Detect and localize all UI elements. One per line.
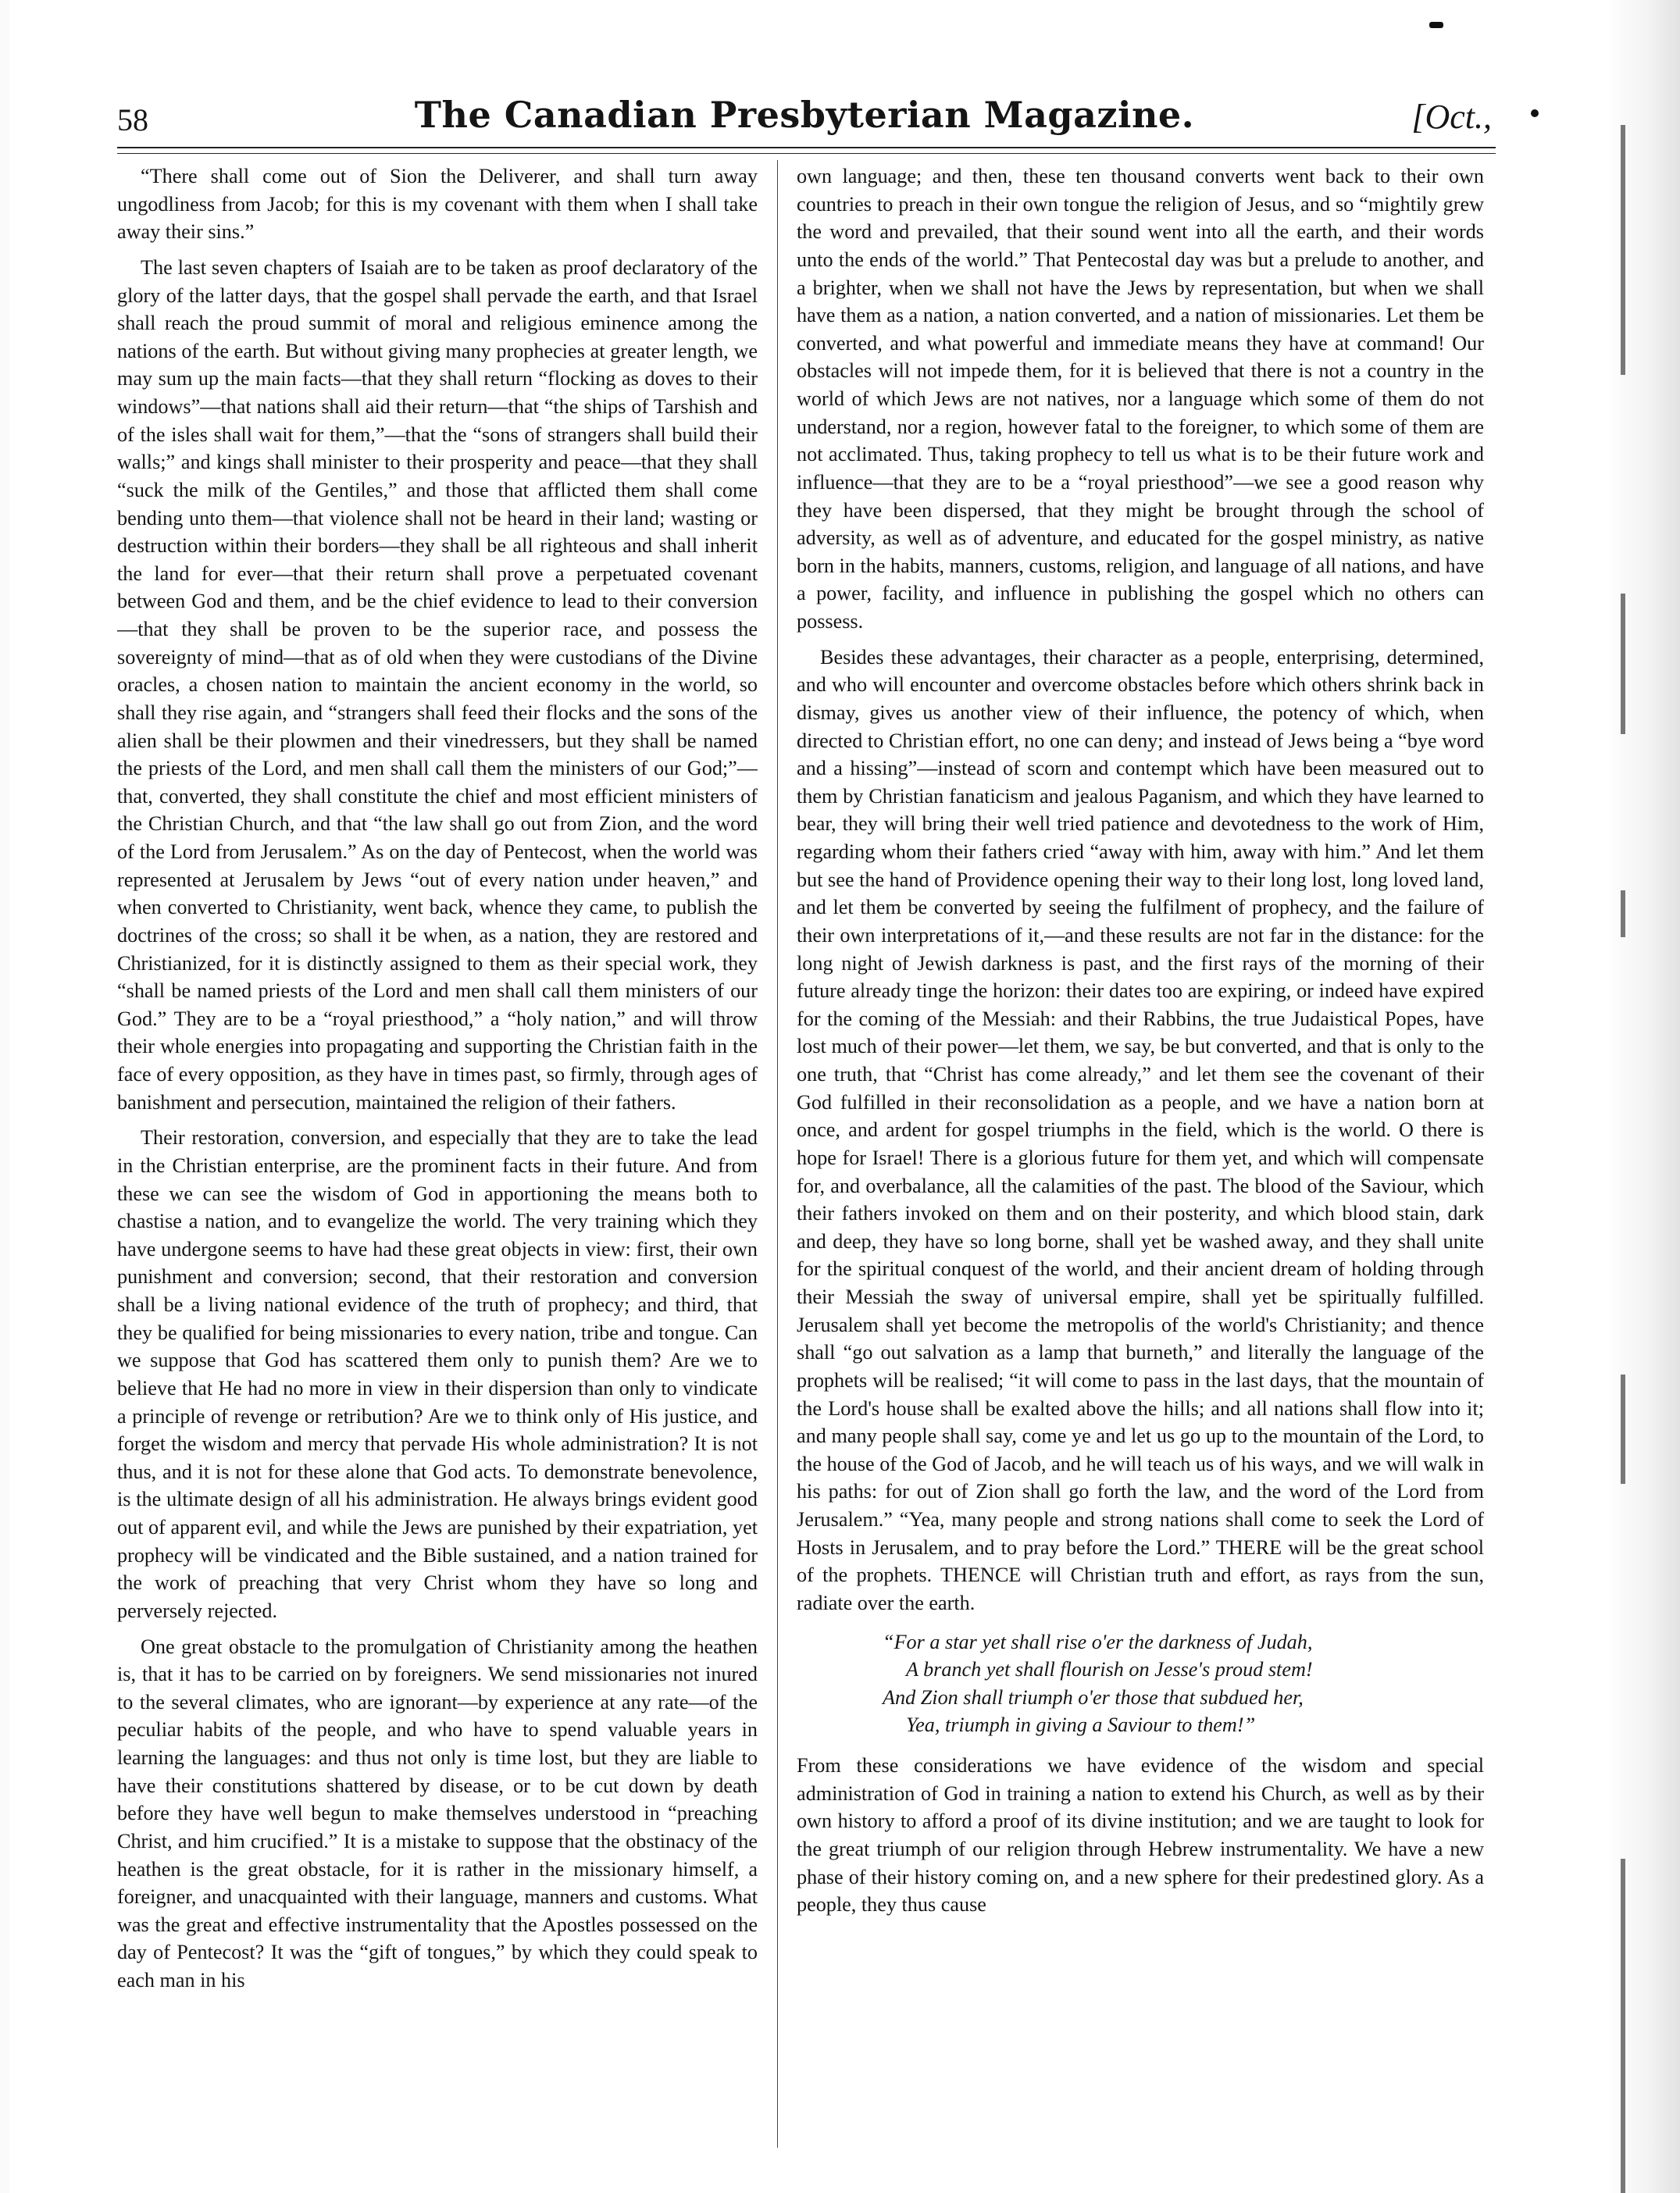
issue-date: [Oct., bbox=[1411, 98, 1492, 136]
header-rule bbox=[117, 147, 1496, 148]
scan-dot bbox=[1429, 22, 1443, 28]
header-rule-thin bbox=[117, 153, 1496, 154]
masthead-title: The Canadian Presbyterian Magazine. bbox=[414, 94, 1195, 136]
scan-dot bbox=[1531, 109, 1539, 117]
poem-quotation bbox=[797, 1628, 1484, 1740]
quotation-paragraph: “There shall come out of Sion the Deliverer, and shall turn away ungodliness from Jacob; for this is my covenant with them when I shall take away their sins.” bbox=[117, 165, 758, 244]
body-paragraph: From these considerations we have evidence of the wisdom and special administration of God in training a nation to extend his Church, as well as by their own history to afford a proof of its divine institution; and we are taught to look for the great triumph of our religion through Hebrew instrumentality. We have a new phase of their history coming on, and a new sphere for their predestined glory. As a people, they thus cause bbox=[797, 1754, 1484, 1917]
scan-artifact bbox=[1610, 890, 1625, 937]
column-divider bbox=[777, 160, 778, 2148]
body-paragraph: own language; and then, these ten thousand converts went back to their own countries to preach in their own tongue the religion of Jesus, and so “mightily grew the word and prevailed, that their sound went into all the earth, and their words unto the ends of the world.” That Pentecostal day was but a prelude to another, and a brighter, when we shall not have the Jews by representation, but when we shall have them as a nation, a nation converted, and a nation of missionaries. Let them be converted, and what powerful and immediate means they have at command! Our obstacles will not impede them, for it is believed that there is not a country in the world of which Jews are not natives, nor a language which some of them do not understand, nor a region, however fatal to the foreigner, to which some of them are not acclimated. Thus, taking prophecy to tell us what is to be their future work and influence—that they are to be a “royal priesthood”—we see a good reason why they have been dispersed, that they might be brought through the school of adversity, as well as of adventure, and educated for the gospel ministry, as native born in the habits, manners, customs, religion, and language of all nations, and have a power, facility, and influence in publishing the gospel which no others can possess. bbox=[797, 165, 1484, 633]
poem-line: Yea, triumph in giving a Saviour to them!” bbox=[906, 1713, 1256, 1737]
body-paragraph: The last seven chapters of Isaiah are to be taken as proof declaratory of the glory of the latter days, that the gospel shall pervade the earth, and that Israel shall reach the proud summit of moral and religious eminence among the nations of the earth. But without giving many prophecies at greater length, we may sum up the main facts—that they shall return “flocking as doves to their windows”—that nations shall aid their return—that “the ships of Tarshish and of the isles shall wait for them,”—that the “sons of strangers shall build their walls;” and kings shall minister to their prosperity and peace—that they shall “suck the milk of the Gentiles,” and those that afflicted them shall come bending unto them—that violence shall not be heard in their land; wasting or destruction within their borders—they shall be all righteous and shall inherit the land for ever—that their return shall prove a perpetuated covenant between God and them, and be the chief evidence to lead to their conversion—that they shall be proven to be the superior race, and possess the sovereignty of mind—that as of old when they were custodians of the Divine oracles, a chosen nation to maintain the ancient economy in the world, so shall they rise again, and “strangers shall feed their flocks and the sons of the alien shall be their plowmen and their vinedressers, but they shall be named the priests of the Lord, and men shall call them the ministers of our God;”—that, converted, they shall constitute the chief and most efficient ministers of the Christian Church, and that “the law shall go out from Zion, and the word of the Lord from Jerusalem.” As on the day of Pentecost, when the world was represented at Jerusalem by Jews “out of every nation under heaven,” and when converted to Christianity, went back, whence they came, to publish the doctrines of the cross; so shall it be when, as a nation, they are restored and Christianized, for it is distinctly assigned to them as their special work, they “shall be named priests of the Lord and men shall call them ministers of our God.” They are to be a “royal priesthood,” a “holy nation,” and will throw their whole energies into propagating and supporting the Christian faith in the face of every opposition, as they have in times past, so firmly, through ages of banishment and persecution, maintained the religion of their fathers. bbox=[117, 255, 758, 1114]
body-paragraph: One great obstacle to the promulgation of Christianity among the heathen is, that it has to be carried on by foreigners. We send missionaries not inured to the several climates, who are ignorant—by experience at any rate—of the peculiar habits of the people, and who have to spend valuable years in learning the languages: and thus not only is time lost, but they are liable to have their constitutions shattered by disease, or to be cut down by death before they have well begun to make themselves understood in “preaching Christ, and him crucified.” It is a mistake to suppose that the obstinacy of the heathen is the great obstacle, for it is rather in the missionary himself, a foreigner, and unacquainted with their language, manners and customs. What was the great and effective instrumentality that the Apostles possessed on the day of Pentecost? It was the “gift of tongues,” by which they could speak to each man in his bbox=[117, 1635, 758, 1992]
scan-artifact bbox=[1610, 1859, 1625, 2193]
left-column bbox=[117, 162, 758, 2146]
right-column bbox=[797, 162, 1484, 2146]
page-header bbox=[117, 87, 1492, 142]
scan-edge-left bbox=[0, 0, 9, 2193]
page-number: 58 bbox=[117, 102, 148, 137]
scan-artifact bbox=[1610, 125, 1625, 375]
poem-line: A branch yet shall flourish on Jesse's proud stem! bbox=[906, 1658, 1313, 1681]
scan-artifact bbox=[1610, 1375, 1625, 1484]
body-paragraph: Their restoration, conversion, and especially that they are to take the lead in the Christian enterprise, are the prominent facts in their future. And from these we can see the wisdom of God in apportioning the means both to chastise a nation, and to evangelize the world. The very training which they have undergone seems to have had these great objects in view: first, their own punishment and conversion; second, that their restoration and conversion shall be a living national evidence of the truth of prophecy; and third, that they be qualified for being missionaries to every nation, tribe and tongue. Can we suppose that God has scattered them only to punish them? Are we to believe that He had no more in view in their dispersion than only to vindicate a principle of revenge or retribution? Are we to think only of His justice, and forget the wisdom and mercy that pervade His whole administration? It is not thus, and it is not for these alone that God acts. To demonstrate benevolence, is the ultimate design of all his administration. He always brings evident good out of apparent evil, and while the Jews are punished by their expatriation, yet prophecy will be vindicated and the Bible sustained, and a nation trained for the work of preaching that very Christ whom they have so long and perversely rejected. bbox=[117, 1126, 758, 1622]
scan-artifact bbox=[1610, 594, 1625, 734]
body-paragraph: Besides these advantages, their character as a people, enterprising, determined, and who will encounter and overcome obstacles before which others shrink back in dismay, gives us another view of their influence, the potency of which, when directed to Christian effort, no one can deny; and instead of Jews being a “bye word and a hissing”—instead of scorn and contempt which have been measured out to them by Christian fanaticism and jealous Paganism, and which they have learned to bear, they will bring their well tried patience and devotedness to the work of Him, regarding whom their fathers cried “away with him, away with him.” And let them but see the hand of Providence opening their way to their long lost, long loved land, and let them be converted by seeing the fulfilment of prophecy, and the failure of their own interpretations of it,—and these results are not far in the distance: for the long night of Jewish darkness is past, and the first rays of the morning of their future already tinge the horizon: their dates too are expiring, or indeed have expired for the coming of the Messiah: and their Rabbins, the true Judaistical Popes, have lost much of their power—let them, we say, be but converted, and that is only to the one truth, that “Christ has come already,” and let them see the covenant of their God fulfilled in their reconsolidation as a people, and we have a nation born at once, and ardent for gospel triumphs in the field, which is the world. O there is hope for Israel! There is a glorious future for them yet, and which will compensate for, and overbalance, all the calamities of the past. The blood of the Saviour, which their fathers invoked on them and on their posterity, and which blood stain, dark and deep, they have so long borne, shall yet be washed away, and they shall unite for the spiritual conquest of the world, and their ancient dream of holding through their Messiah the sway of universal empire, shall yet be spiritually fulfilled. Jerusalem shall yet become the metropolis of the world's Christianity; and thence shall “go out salvation as a lamp that burneth,” and literally the language of the prophets will be realised; “it will come to pass in the last days, that the mountain of the Lord's house shall be exalted above the hills; and all nations shall flow into it; and many people shall say, come ye and let us go up to the mountain of the Lord, to the house of the God of Jacob, and he will teach us of his ways, and we will walk in his paths: for out of Zion shall go forth the law, and the word of the Lord from Jerusalem.” “Yea, many people and strong nations shall come to seek the Lord of Hosts in Jerusalem, and to pray before the Lord.” THERE will be the great school of the prophets. THENCE will Christian truth and effort, as rays from the sun, radiate over the earth. bbox=[797, 645, 1484, 1614]
poem-line: “For a star yet shall rise o'er the darkness of Judah, bbox=[883, 1630, 1313, 1653]
poem-line: And Zion shall triumph o'er those that subdued her, bbox=[883, 1685, 1304, 1709]
